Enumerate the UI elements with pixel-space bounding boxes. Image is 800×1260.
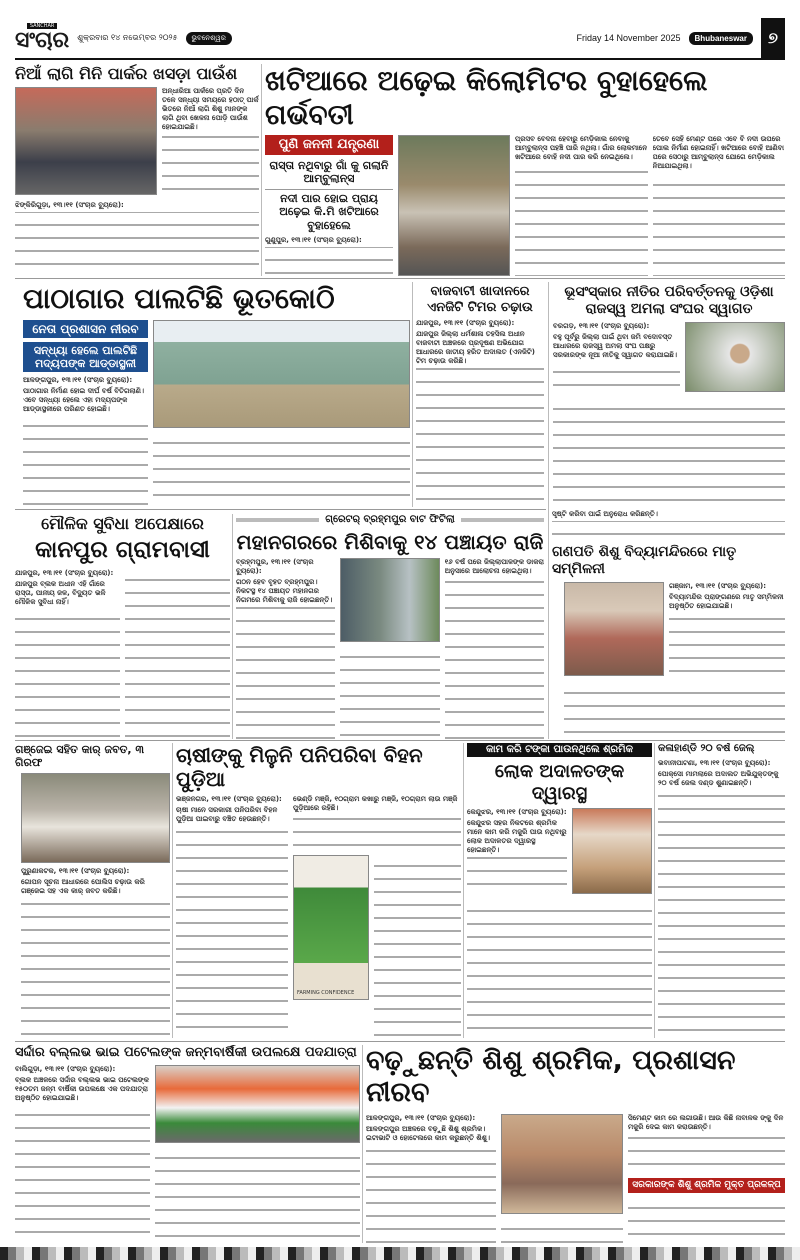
packet-label: FARMING CONFIDENCE bbox=[297, 990, 355, 996]
body-text bbox=[153, 432, 410, 507]
body-text: ପୁରୁଣାକଟକ, ୧୩।୧୧ (ସଂଚାର ବ୍ୟୁରୋ): ଗୋପନ ସୂଚନା ଆଧାରରେ ପୋଲିସ ଚଢ଼ାଉ କରି ଗଞ୍ଜେଇ ସହ ଏକ କାର୍ ଜବତ କରିଛି। bbox=[21, 867, 170, 1038]
body-text: ଯାଜପୁର, ୧୩।୧୧ (ସଂଚାର ବ୍ୟୁରୋ): ଯାଜପୁର ଜିଲ୍ଲା ଧର୍ମଶାଳା ତହସିଲ ଅଧୀନ ବାଜବାଟୀ ଅଞ୍ଚଳରେ ପ୍ରଦୂଷଣ ଅଭିଯୋଗ ଆଧାରରେ ଜାତୀୟ ହରିତ ଅଦାଲତ (ଏନଜିଟି) ଟିମ ଚଢ଼ାଉ କରିଛି। bbox=[416, 319, 544, 506]
body-text bbox=[564, 682, 785, 738]
photo-school-event bbox=[564, 582, 664, 676]
photo-burnt-park bbox=[15, 87, 157, 195]
article-kanpur bbox=[15, 514, 230, 739]
headline: ଲୋକ ଅଦାଳତଙ୍କ ଦ୍ୱାରସ୍ଥ bbox=[494, 761, 625, 804]
article-child-labour bbox=[366, 1045, 785, 1243]
body-text: ୧୬ ବର୍ଷ ପରେ ଜିଲ୍ଲାପାଳଙ୍କ ଡାକରା ଅନୁସାରେ ଆଲୋଚନା ହୋଇଥିଲା। bbox=[445, 558, 544, 739]
print-color-bar bbox=[0, 1247, 800, 1260]
body-text: କେନ୍ଦୁଝର, ୧୩।୧୧ (ସଂଚାର ବ୍ୟୁରୋ): କେନ୍ଦୁଝର ସହର ନିକଟରେ ଶ୍ରମିକ ମାନେ କାମ କରି ମଜୁରି ପାଉ ନଥିବାରୁ ଲୋକ ଅଦାଳତର ଦ୍ୱାରସ୍ଥ ହୋଇଛନ୍ତି। bbox=[467, 808, 567, 896]
article-pregnant bbox=[265, 64, 785, 276]
headline: ଭୂସଂସ୍କାର ନୀତିର ପରିବର୍ତ୍ତନକୁ ଓଡ଼ିଶା ରାଜସ୍ୱ ଅମଲା ସଂଘର ସ୍ୱାଗତ bbox=[564, 284, 774, 317]
date-odia: ଶୁକ୍ରବାର ୧୪ ନଭେମ୍ବର ୨୦୨୫ bbox=[77, 33, 178, 42]
body-text: ଝିଙ୍କିରିଗୁଡ଼ା, ୧୩।୧୧ (ସଂଚାର ବ୍ୟୁରୋ): bbox=[15, 201, 259, 276]
body-text: ଅନ୍ଧାରିଆ ପାର୍କରେ ପ୍ରତି ଦିନ ତଳେ ସନ୍ଧ୍ୟା ସମୟରେ ହଠାତ୍ ପାର୍କ ଭିତରେ ନିଆଁ ଲାଗି ଶିଶୁ ମାନଙ୍କ ଲାଗି ଥିବା ଖେଳନା ପୋଡ଼ି ପାଉଁଶ ହୋଇଯାଇଛି। bbox=[162, 87, 259, 197]
body-text: ଭଞ୍ଜନଗର, ୧୩।୧୧ (ସଂଚାର ବ୍ୟୁରୋ): ଚାଷୀ ମାନେ ସରକାରୀ ପନିପରିବା ବିହନ ପୁଡ଼ିଆ ପାଇବାରୁ ବଞ୍ଚିତ ହେଉଛନ୍ତି। bbox=[176, 795, 288, 1038]
photo-person bbox=[685, 322, 785, 392]
body-text: ଭବାନୀପାଟଣା, ୧୩।୧୧ (ସଂଚାର ବ୍ୟୁରୋ): ପୋକ୍ସୋ ମାମଲାରେ ଅଦାଲତ ଅଭିଯୁକ୍ତଙ୍କୁ ୨୦ ବର୍ଷ ଜେଲ ଦଣ୍ଡ ଶୁଣାଇଛନ୍ତି। bbox=[658, 759, 785, 1038]
photo-child-worker bbox=[501, 1114, 623, 1214]
subheadline: ନଦୀ ପାର ହୋଇ ପ୍ରାୟ ଅଢ଼େଇ କି.ମି ଖଟିଆରେ ବୁହାହେଲେ bbox=[265, 189, 393, 232]
photo-seized-car bbox=[21, 773, 170, 863]
kicker-label: ସନ୍ଧ୍ୟା ହେଲେ ପାଲଟିଛି ମଦ୍ୟପଙ୍କ ଆଡ୍ଡାସ୍ଥଳୀ bbox=[23, 342, 148, 372]
headline: ଚାଷୀଙ୍କୁ ମିଳୁନି ପନିପରିବା ବିହନ ପୁଡ଼ିଆ bbox=[176, 743, 423, 791]
article-brahmapur bbox=[236, 514, 544, 739]
headline: ମୌଳିକ ସୁବିଧା ଅପେକ୍ଷାରେ bbox=[41, 514, 204, 533]
body-text: ବାଲିଗୁଡ଼ା, ୧୩।୧୧ (ସଂଚାର ବ୍ୟୁରୋ): ବ୍ଲକ ଅଞ୍ଚଳରେ ସର୍ଦ୍ଦାର ବଲ୍ଲଭ ଭାଇ ପଟେଲଙ୍କ ୧୫୦ତମ ଜନ୍ମ ବାର୍ଷିକୀ ଉପଲକ୍ଷେ ଏକ ପଦଯାତ୍ରା ଅନୁଷ୍ଠିତ ହୋଇଯାଇଛି। bbox=[15, 1065, 150, 1243]
body-text bbox=[374, 855, 461, 1038]
logo-tag: SANCHAR bbox=[27, 23, 58, 29]
headline: ସର୍ଦ୍ଦାର ବଲ୍ଲଭ ଭାଇ ପଟେଲଙ୍କ ଜନ୍ମବାର୍ଷିକୀ ଉପଲକ୍ଷେ ପଦଯାତ୍ରା bbox=[15, 1045, 357, 1060]
edition-odia-badge: ଭୁବନେଶ୍ୱର bbox=[186, 32, 232, 45]
photo-seed-packet bbox=[293, 855, 369, 1000]
article-jail bbox=[658, 743, 785, 1038]
headline: କଳାହାଣ୍ଡି ୨୦ ବର୍ଷ ଜେଲ୍ bbox=[658, 743, 755, 754]
body-text: ସୃଷ୍ଟି କରିବା ପାଇଁ ଅନୁରୋଧ କରିଛନ୍ତି। bbox=[552, 510, 785, 540]
date-english: Friday 14 November 2025 bbox=[576, 33, 681, 43]
body-text: ଆଳଙ୍ଗପୁର, ୧୩।୧୧ (ସଂଚାର ବ୍ୟୁରୋ): ଆଳଙ୍ଗପୁର ଅଞ୍ଚଳରେ ବଢ଼ୁଛି ଶିଶୁ ଶ୍ରମିକ। ଇଟାଭାଟି ଓ ହୋଟେଲରେ କାମ କରୁଛନ୍ତି ଶିଶୁ। bbox=[366, 1114, 496, 1243]
article-library bbox=[15, 282, 410, 507]
masthead bbox=[15, 18, 785, 60]
article-park bbox=[15, 64, 259, 276]
body-text: ପ୍ରସବ ବେଦନା ହେବାରୁ ମେଡ଼ିକାଲ ନେବାକୁ ଆମ୍ବୁଲାନ୍ସ ପହଞ୍ଚି ପାରି ନଥିଲା। ଗାଁର ଲୋକମାନେ ଖଟିଆରେ ବୋହି ନଦୀ ପାର କରି ନେଇଥିଲେ। bbox=[515, 135, 648, 276]
headline: ନିଆଁ ଲାଗି ମିନି ପାର୍କର ଖସଡ଼ା ପାଉଁଶ bbox=[15, 64, 238, 83]
article-court bbox=[467, 743, 652, 1038]
photo-library-building bbox=[153, 320, 410, 428]
kicker-label: ନେତା ପ୍ରଶାସନ ନୀରବ bbox=[23, 320, 148, 338]
body-text bbox=[125, 569, 230, 739]
article-patel bbox=[15, 1045, 360, 1243]
body-text bbox=[467, 900, 652, 1038]
page-number: ୭ bbox=[761, 18, 785, 58]
headline: ଗଣପତି ଶିଶୁ ବିଦ୍ୟାମନ୍ଦିରରେ ମାତୃ ସମ୍ମିଳନୀ bbox=[552, 544, 737, 577]
photo-court bbox=[572, 808, 652, 894]
kicker-label: ସରକାରଙ୍କ ଶିଶୁ ଶ୍ରମିକ ମୁକ୍ତ ପ୍ରକଳ୍ପ bbox=[628, 1178, 785, 1193]
edition-badge: Bhubaneswar bbox=[689, 32, 753, 45]
headline: ବାଜବାଟୀ ଖାଦାନରେ ଏନଜିଟି ଟିମର ଚଢ଼ାଉ bbox=[427, 284, 533, 315]
headline: କାନପୁର ଗ୍ରାମବାସୀ bbox=[35, 537, 210, 564]
body-text bbox=[628, 1197, 785, 1243]
body-text bbox=[340, 646, 439, 739]
headline: ବଢ଼ୁଛନ୍ତି ଶିଶୁ ଶ୍ରମିକ, ପ୍ରଶାସନ ନୀରବ bbox=[366, 1045, 736, 1109]
article-ngt bbox=[416, 284, 544, 506]
photo-padayatra bbox=[155, 1065, 360, 1143]
article-revenue bbox=[553, 284, 785, 506]
body-text: ଗଞ୍ଜାମ, ୧୩।୧୧ (ସଂଚାର ବ୍ୟୁରୋ): ବିଦ୍ୟାମନ୍ଦିର ପ୍ରାଙ୍ଗଣରେ ମାତୃ ସମ୍ମିଳନୀ ଅନୁଷ୍ଠିତ ହୋଇଯାଇଛି। bbox=[669, 582, 785, 678]
body-text: ବରଗଡ଼, ୧୩।୧୧ (ସଂଚାର ବ୍ୟୁରୋ): ବହୁ ପୂର୍ବରୁ ଜିଲ୍ଲା ପାଇଁ ଥିବା ଜମି ବଦୋବସ୍ତ ଆଧାରରେ ରାଜସ୍ୱ ଅମଲା ସଂଘ ପକ୍ଷରୁ ସରକାରଙ୍କ ନୂଆ ନୀତିକୁ ସ୍ୱାଗତ କରାଯାଇଛି। bbox=[553, 322, 680, 394]
kicker-label: କାମ କରି ଟଙ୍କା ପାଉନଥିଲେ ଶ୍ରମିକ bbox=[467, 743, 652, 757]
kicker: ଗ୍ରେଟର୍ ବ୍ରହ୍ମପୁର ବାଟ ଫିଟିଲା bbox=[325, 514, 455, 525]
photo-river-crossing bbox=[398, 135, 510, 276]
body-text: ସିମେଣ୍ଟ କାମ ରେ ଲଗାଉଛି। ଆଉ କିଛି ନାବାଳକ ଙ୍କୁ ଦିନ ମଜୁରି ଦେଇ କାମ କରାଉଛନ୍ତି। bbox=[628, 1114, 785, 1174]
body-text bbox=[553, 398, 785, 506]
headline: ଗଞ୍ଜେଇ ସହିତ କାର୍ ଜବତ, ୩ ଗିରଫ bbox=[15, 743, 145, 770]
body-text: ଆଳଙ୍ଗପୁର, ୧୩।୧୧ (ସଂଚାର ବ୍ୟୁରୋ): ପାଠାଗାର ନିର୍ମାଣ ହୋଇ ଦୀର୍ଘ ବର୍ଷ ବିତିଗଲାଣି। ଏବେ ସନ୍ଧ୍ୟା ହେଲେ ଏହା ମଦ୍ୟପଙ୍କ ଆଡ୍ଡାସ୍ଥଳୀରେ ପରିଣତ ହୋଇଛି। bbox=[23, 376, 148, 507]
headline: ପାଠାଗାର ପାଲଟିଛି ଭୂତକୋଠି bbox=[23, 282, 335, 315]
body-text bbox=[501, 1218, 623, 1243]
subheadline: ରାସ୍ତା ନଥିବାରୁ ଗାଁ କୁ ଗଲାନି ଆମ୍ବୁଲାନ୍ସ bbox=[269, 158, 389, 185]
article-ganapati bbox=[552, 510, 785, 738]
headline: ଖଟିଆରେ ଅଢ଼େଇ କିଲୋମିଟର ବୁହାହେଲେ ଗର୍ଭବତୀ bbox=[265, 64, 708, 131]
headline: ମହାନଗରରେ ମିଶିବାକୁ ୧୪ ପଞ୍ଚାୟତ ରାଜି bbox=[236, 530, 544, 554]
article-ganja bbox=[15, 743, 170, 1038]
body-text: ଗୁଣୁପୁର, ୧୩।୧୧ (ସଂଚାର ବ୍ୟୁରୋ): bbox=[265, 236, 393, 276]
body-text bbox=[155, 1147, 360, 1243]
photo-building bbox=[340, 558, 439, 642]
article-seeds bbox=[176, 743, 461, 1038]
kicker-label: ପୁଣି ଜନନୀ ଯନ୍ତ୍ରଣା bbox=[265, 135, 393, 155]
body-text: ତେବେ ସେହି ମେଣ୍ଟ ପରେ ଏବେ ବି ନଦୀ ଉପରେ ପୋଲ ନିର୍ମାଣ ହୋଇନାହିଁ। ଖଟିଆରେ ବୋହି ଆଣିବା ପରେ ସେଠାରୁ ଆମ୍ବୁଲାନ୍ସ ଯୋଗେ ମେଡ଼ିକାଲ ନିଆଯାଇଥିଲା। bbox=[653, 135, 786, 276]
logo: ସଂଚାର bbox=[15, 27, 70, 53]
body-text: ବ୍ରହ୍ମପୁର, ୧୩।୧୧ (ସଂଚାର ବ୍ୟୁରୋ): ଗଠନ ହେବ ବୃହତ ବ୍ରହ୍ମପୁର। ନିକଟସ୍ଥ ୧୪ ପଞ୍ଚାୟତ ମହାନଗର ନିଗମରେ ମିଶିବାକୁ ରାଜି ହୋଇଛନ୍ତି। bbox=[236, 558, 335, 739]
body-text: ଯାଜପୁର, ୧୩।୧୧ (ସଂଚାର ବ୍ୟୁରୋ): ଯାଜପୁର ବ୍ଲକ ଅଧୀନ ଏହି ଗାଁରେ ରାସ୍ତା, ପାନୀୟ ଜଳ, ବିଦ୍ୟୁତ ଭଳି ମୌଳିକ ସୁବିଧା ନାହିଁ। bbox=[15, 569, 120, 739]
body-text: ଭେଣ୍ଡି ମଞ୍ଜି, ୧୦ଗ୍ରାମ କଖାରୁ ମଞ୍ଜି, ୧୦ଗ୍ରାମ ଲାଉ ମଞ୍ଜି ପୁଡ଼ିଆରେ ରହିଛି। bbox=[293, 795, 461, 851]
